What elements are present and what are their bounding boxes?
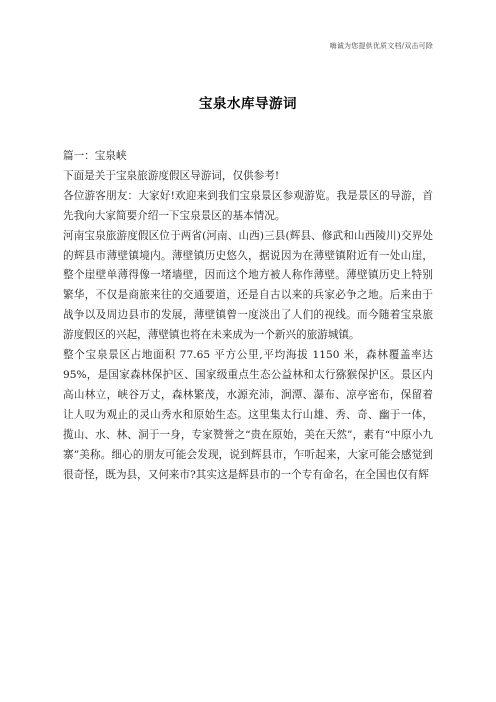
body-paragraph: 河南宝泉旅游度假区位于两省(河南、山西)三县(辉县、修武和山西陵川)交界处的辉县市薄壁镇境内。薄壁镇历史悠久，据说因为在薄壁镇附近有一处山崖，整个崖壁单薄得像一堵墙壁，因而这个地方被人称作薄壁。薄壁镇历史上特别繁华，不仅是商旅来往的交通要道，还是自古以来的兵家必争之地。后来由于战争以及周边县市的发展，薄壁镇曾一度淡出了人们的视线。而今随着宝泉旅游度假区的兴起，薄壁镇也将在未来成为一个新兴的旅游城镇。: [63, 229, 433, 342]
body-paragraph: 整个宝泉景区占地面积 77.65 平方公里,平均海拔 1150 米，森林覆盖率达 95%，是国家森林保护区、国家级重点生态公益林和太行猕猴保护区。景区内高山林立，峡谷万丈，森林繁茂，水源充沛，涧潭、瀑布、凉亭密布，保留着让人叹为观止的灵山秀水和原始生态。这里集太行山雄、秀、奇、幽于一体，揽山、水、林、洞于一身，专家赞誉之“贵在原始，美在天然”，素有“中原小九寨”美称。细心的朋友可能会发现，说到辉县市，乍听起来，大家可能会感觉到很奇怪，既为县，又何来市?其实这是辉县市的一个专有命名，在全国也仅有辉: [63, 349, 433, 481]
header-note: 嗨诚为您提供优质文档/双击可除: [329, 42, 433, 50]
document-title: 宝泉水库导游词: [199, 96, 297, 112]
section-heading: 篇一：宝泉峡: [63, 150, 127, 162]
document-body: [63, 147, 433, 485]
body-paragraph: 下面是关于宝泉旅游度假区导游词，仅供参考!: [63, 169, 280, 182]
body-paragraph: 各位游客朋友：大家好!欢迎来到我们宝泉景区参观游览。我是景区的导游，首先我向大家简要介绍一下宝泉景区的基本情况。: [63, 189, 433, 222]
